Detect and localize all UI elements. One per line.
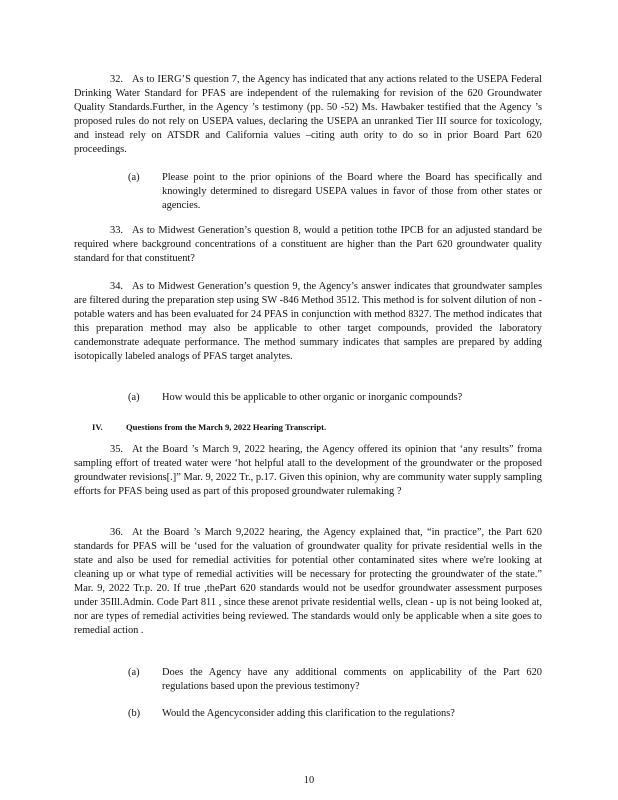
paragraph-35 <box>74 443 542 499</box>
subquestion-36a <box>128 666 542 694</box>
paragraph-32 <box>74 73 542 157</box>
paragraph-36 <box>74 526 542 638</box>
paragraph-text: As to Midwest Generation’s question 8, would a petition tothe IPCB for an adjusted standard be required where background concentrations of a constituent are higher than the Part 620 groundwater quality standard for that constituent? <box>74 225 542 264</box>
paragraph-number: 32. <box>110 74 123 85</box>
paragraph-33 <box>74 224 542 266</box>
subquestion-label: (a) <box>128 667 140 678</box>
paragraph-text: As to Midwest Generation’s question 9, the Agency’s answer indicates that groundwater samples are filtered during the preparation step using SW -846 Method 3512. This method is for solvent dilution of non -potable waters and has been evaluated for 24 PFAS in conjunction with method 8327. The method indicates that this preparation method may also be applicable to other target compounds, provided the laboratory candemonstrate adequate performance. The method summary indicates that samples are prepared by adding isotopically labeled analogs of PFAS target analytes. <box>74 281 542 362</box>
subquestion-label: (a) <box>128 392 140 403</box>
paragraph-text: At the Board ’s March 9, 2022 hearing, the Agency offered its opinion that ‘any results” froma sampling effort of treated water were ‘hot helpful atall to the development of the groundwater or the proposed groundwater revisions[.]” Mar. 9, 2022 Tr., p.17. Given this opinion, why are community water supply sampling efforts for PFAS being used as part of this proposed groundwater rulemaking ? <box>74 444 542 497</box>
subquestion-label: (a) <box>128 172 140 183</box>
paragraph-text: As to IERG’S question 7, the Agency has indicated that any actions related to the USEPA Federal Drinking Water Standard for PFAS are independent of the rulemaking for revision of the 620 Groundwater Quality Standards.Further, in the Agency ’s testimony (pp. 50 -52) Ms. Hawbaker testified that the Agency ’s proposed rules do not rely on USEPA values, declaring the USEPA an unranked Tier III source for toxicology, and instead rely on ATSDR and California values –citing auth ority to do so in prior Board Part 620 proceedings. <box>74 74 542 155</box>
subquestion-34a <box>128 391 542 405</box>
subquestion-text: Does the Agency have any additional comments on applicability of the Part 620 regulations based upon the previous testimony? <box>162 667 542 692</box>
subquestion-text: How would this be applicable to other organic or inorganic compounds? <box>162 392 463 403</box>
section-heading-text: Questions from the March 9, 2022 Hearing Transcript. <box>126 422 327 432</box>
paragraph-number: 33. <box>110 225 123 236</box>
subquestion-text: Would the Agencyconsider adding this clarification to the regulations? <box>162 708 455 719</box>
paragraph-number: 36. <box>110 527 123 538</box>
paragraph-34 <box>74 280 542 364</box>
subquestion-text: Please point to the prior opinions of the Board where the Board has specifically and knowingly determined to disregard USEPA values in favor of those from other states or agencies. <box>162 172 542 211</box>
section-heading <box>92 420 542 434</box>
section-roman-numeral: IV. <box>92 422 103 432</box>
paragraph-number: 34. <box>110 281 123 292</box>
paragraph-text: At the Board ’s March 9,2022 hearing, the Agency explained that, “in practice”, the Part 620 standards for PFAS will be ‘used for the valuation of groundwater quality for private residential wells in the state and also be used for remedial activities for potential other contaminated sites where we're looking at cleaning up or what type of remedial activities will be necessary for protecting the groundwater of the state.” Mar. 9, 2022 Tr.p. 20. If true ,thePart 620 standards would not be usedfor groundwater assessment purposes under 35Ill.Admin. Code Part 811 , since these arenot private residential wells, clean - up is not being looked at, nor are types of remedial activities being reviewed. The standards would only be applicable when a site goes to remedial action . <box>74 527 542 636</box>
paragraph-number: 35. <box>110 444 123 455</box>
subquestion-label: (b) <box>128 708 141 719</box>
subquestion-32a <box>128 171 542 213</box>
page-number: 10 <box>303 775 315 786</box>
subquestion-36b <box>128 707 542 721</box>
